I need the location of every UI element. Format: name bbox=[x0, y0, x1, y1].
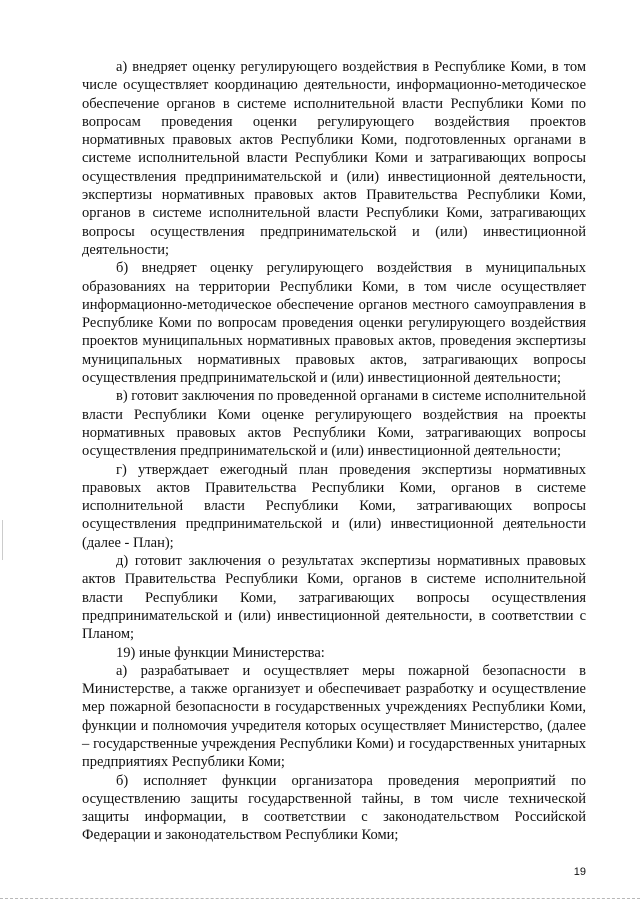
paragraph-19-other-functions: 19) иные функции Министерства: bbox=[116, 644, 325, 661]
paragraph-g-annual-plan: г) утверждает ежегодный план проведения экспертизы нормативных правовых актов Правительства Республики Коми, органов в системе исполнительной власти Республики Коми, затрагивающих вопросы осуществления предпринимательской и (или) инвестиционной деятельности (далее - План); bbox=[82, 461, 586, 551]
document-body bbox=[82, 58, 586, 845]
page-number: 19 bbox=[573, 866, 586, 878]
paragraph-v-conclusions: в) готовит заключения по проведенной органами в системе исполнительной власти Республики Коми оценке регулирующего воздействия на проекты нормативных правовых актов Республики Коми, затрагивающих вопросы осуществления предпринимательской и (или) инвестиционной деятельности; bbox=[82, 388, 586, 460]
paragraph-b-municipal-assessment: б) внедряет оценку регулирующего воздействия в муниципальных образованиях на территории Республики Коми, в том числе осуществляет информационно-методическое обеспечение органов местного самоуправления в Республике Коми по вопросам проведения оценки регулирующего воздействия проектов муниципальных нормативных правовых актов, проведения экспертизы муниципальных нормативных правовых актов, затрагивающих вопросы осуществления предпринимательской и (или) инвестиционной деятельности; bbox=[82, 260, 586, 387]
scan-artifact bbox=[2, 520, 3, 560]
page-bottom-edge bbox=[0, 898, 640, 899]
paragraph-d-expertise-conclusions: д) готовит заключения о результатах экспертизы нормативных правовых актов Правительства Республики Коми, органов в системе исполнительной власти Республики Коми, затрагивающих вопросы осуществления предпринимательской и (или) инвестиционной деятельности, в соответствии с Планом; bbox=[82, 553, 586, 643]
paragraph-a-fire-safety: а) разрабатывает и осуществляет меры пожарной безопасности в Министерстве, а также организует и обеспечивает разработку и осуществление мер пожарной безопасности в государственных учреждениях Республики Коми, функции и полномочия учредителя которых осуществляет Министерство, (далее – государственные учреждения Республики Коми) и государственных унитарных предприятиях Республики Коми; bbox=[82, 662, 586, 771]
paragraph-a-regulatory-assessment: а) внедряет оценку регулирующего воздействия в Республике Коми, в том числе осуществляет координацию деятельности, информационно-методическое обеспечение органов в системе исполнительной власти Республики Коми по вопросам проведения оценки регулирующего воздействия проектов нормативных правовых актов Республики Коми, подготовленных органами в системе исполнительной власти Республики Коми и затрагивающих вопросы осуществления предпринимательской и (или) инвестиционной деятельности, экспертизы нормативных правовых актов Правительства Республики Коми, органов в системе исполнительной власти Республики Коми, затрагивающих вопросы осуществления предпринимательской и (или) инвестиционной деятельности; bbox=[82, 59, 586, 258]
paragraph-b-state-secret: б) исполняет функции организатора проведения мероприятий по осуществлению защиты государственной тайны, в том числе технической защиты информации, в соответствии с законодательством Российской Федерации и законодательством Республики Коми; bbox=[82, 772, 586, 844]
